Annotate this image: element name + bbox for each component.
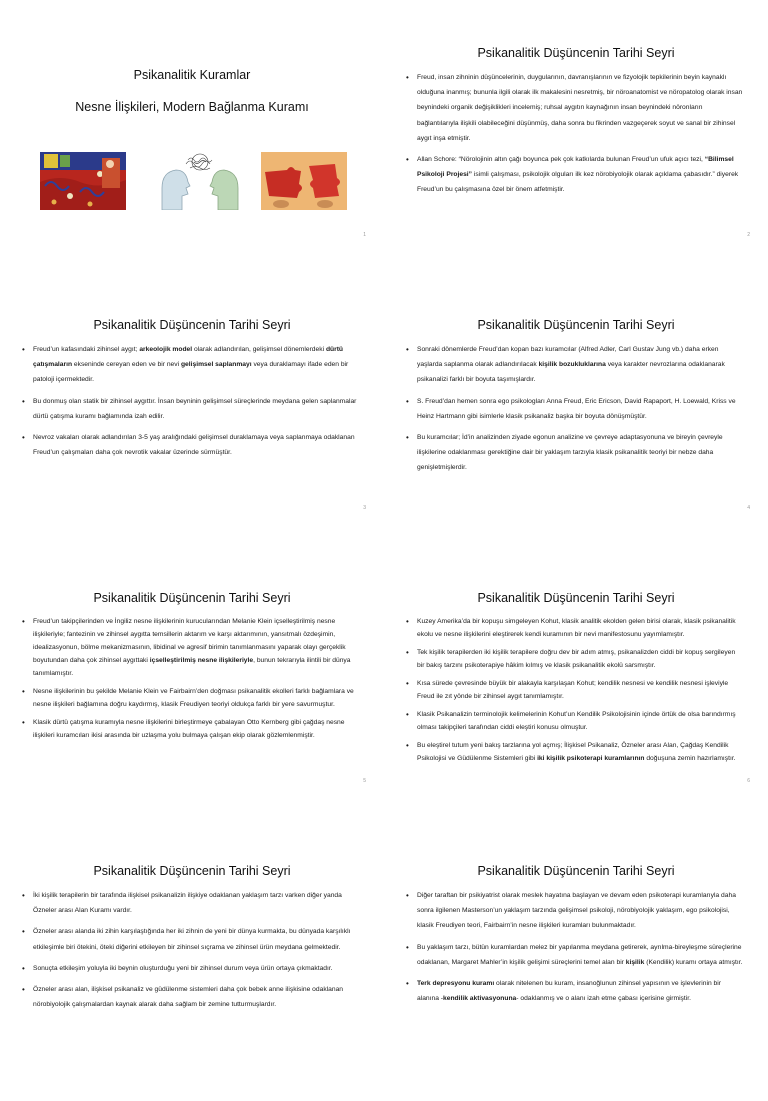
bullet-item: • Özneler arası alan, ilişkisel psikanaliz ve güdülenme sistemleri daha çok bebek anne ilişkisine odaklanan nörobiyolojik çalışmalardan kaynak alarak daha sağlam bir zemine tutturmuşlardır. xyxy=(20,982,360,1012)
slide-5 xyxy=(0,556,384,828)
bullet-item: • İki kişilik terapilerin bir tarafında ilişkisel psikanalizin ilişkiye odaklanan yaklaşım tarzı varken diğer yanda Özneler arası Alan Kuramı vardır. xyxy=(20,888,360,918)
bullet-item: • Bu yaklaşım tarzı, bütün kuramlardan melez bir yapılanma meydana getirerek, ayrılma-bireyleşme süreçlerine odaklanan, Margaret Mahler’in kişilik gelişimi süreçlerini temel alan bir kişilik (Kendilik) kuramı ortaya atmıştır. xyxy=(404,940,744,970)
bullet-item: • Tek kişilik terapilerden iki kişilik terapilere doğru dev bir adım atmış, psikanalizden ciddi bir kopuş sergileyen bir bakış tarzını psikoterapiye hâkim kılmış ve klasik psikanalitik ekolü sarsmıştır. xyxy=(404,646,744,672)
page-number: 2 xyxy=(747,232,750,238)
slide-title: Psikanalitik Düşüncenin Tarihi Seyri xyxy=(477,864,675,878)
slide-title: Psikanalitik Düşüncenin Tarihi Seyri xyxy=(477,591,675,605)
bullet-item: • Sonuçta etkileşim yoluyla iki beynin oluşturduğu yeni bir zihinsel durum veya ürün ortaya çıkmaktadır. xyxy=(20,961,360,976)
bullet-item: • Bu eleştirel tutum yeni bakış tarzlarına yol açmış; İlişkisel Psikanaliz, Özneler arası Alan, Çağdaş Kendilik Psikolojisi ve Güdülenme Sistemleri gibi iki kişilik psikoterapi kuramlarının doğuşuna zemin hazırlamıştır. xyxy=(404,739,744,765)
bullet-item: • Nevroz vakaları olarak adlandırılan 3-5 yaş aralığındaki gelişimsel duraklamaya veya saplanmaya odaklanan Freud’un çalışmaları daha çok nevrotik vakalar üzerinde sürmüştür. xyxy=(20,430,360,460)
bullet-list xyxy=(404,888,748,1006)
bullet-item: • Terk depresyonu kuramı olarak nitelenen bu kuram, insanoğlunun zihinsel yapısının ve işlevlerinin bir alanına -kendilik aktivasyonuna- odaklanmış ve o alanı izah etme çabası içerisine girmiştir. xyxy=(404,976,744,1006)
bullet-list xyxy=(404,342,748,476)
bullet-list xyxy=(404,615,748,765)
page-number: 1 xyxy=(363,232,366,238)
slide-4 xyxy=(384,283,768,555)
slide-2 xyxy=(384,10,768,282)
bullet-item: • Klasik Psikanalizin terminolojik kelimelerinin Kohut’un Kendilik Psikolojisinin içinde örtük de olsa barındırmış olması takipçileri tarafından ciddi eleştiri konusu olmuştur. xyxy=(404,708,744,734)
bullet-item: • Freud, insan zihninin düşüncelerinin, duygularının, davranışlarının ve fizyolojik tepkilerinin beyin kaynaklı olduğuna inanmış; bununla ilgili olarak ilk makalesini nesretmiş, bir nöroanatomist ve nöropatolog olarak insan beynindeki organik değişiklikleri incelemiş; ruhsal aygıtın kaynağının insan beynindeki nöronların bağlantılarıyla ilişkili olabileceğini düşünmüş, daha sonra bu fikrinden vazgeçerek soyut ve sanal bir zihinsel aygıt inşa etmiştir. xyxy=(404,70,744,146)
bullet-list xyxy=(20,888,364,1012)
bullet-item: • Freud’un takipçilerinden ve İngiliz nesne ilişkilerinin kurucularından Melanie Klein içselleştirilmiş nesne ilişkileriyle; fantezinin ve zihinsel aygıtta temsillerin aktarım ve karşı aktarımının, yansıtmalı özdeşimin, idealizasyonun, bölme mekanizmasının, libidinal ve agresif birimin tanımlanmasını yaparak olayı gerçeklik boyutundan daha çok zihinsel aygıttaki içselleştirilmiş nesne ilişkileriyle, bunun tekrarıyla ilintili bir dünya tanımlamıştır. xyxy=(20,615,360,680)
bullet-item: • Nesne ilişkilerinin bu şekilde Melanie Klein ve Fairbairn’den doğması psikanalitik ekolleri farklı bağlamlara ve nesne ilişkileri bağlamına doğru kaydırmış, klasik Freudiyen teoriyi oldukça farklı bir yere savurmuştur. xyxy=(20,685,360,711)
cover-title: Psikanalitik Kuramlar xyxy=(133,68,251,82)
bullet-item: • Bu donmuş olan statik bir zihinsel aygıttır. İnsan beyninin gelişimsel süreçlerinde meydana gelen saplanmalar dürtü çatışma kuramı bağlamında izah edilir. xyxy=(20,394,360,424)
slide-1 xyxy=(0,10,384,282)
cover-subtitle: Nesne İlişkileri, Modern Bağlanma Kuramı xyxy=(75,100,309,114)
painting-image xyxy=(40,152,126,210)
slide-title: Psikanalitik Düşüncenin Tarihi Seyri xyxy=(93,864,291,878)
slide-8 xyxy=(384,829,768,1101)
bullet-item: • Diğer taraftan bir psikiyatrist olarak meslek hayatına başlayan ve devam eden psikoterapi kuramlarıyla daha sonra ilgilenen Masterson’un yaklaşım tarzında gelişimsel psikoloji, nörobiyolojik yaklaşım, ego psikolojisi, klasik Freudiyen teori, Fairbairn’in nesne ilişkileri kuramları bulunmaktadır. xyxy=(404,888,744,934)
bullet-item: • Bu kuramcılar; İd’in analizinden ziyade egonun analizine ve çevreye adaptasyonuna ve bireyin çevreyle ilişkilerine odaklanması gerektiğine dair bir yaklaşım tarzıyla klasik psikanalitik teoriyi bir nebze daha genişletmişlerdir. xyxy=(404,430,744,476)
slide-title: Psikanalitik Düşüncenin Tarihi Seyri xyxy=(477,46,675,60)
image-row xyxy=(40,152,358,210)
bullet-item: • Allan Schore: “Nörolojinin altın çağı boyunca pek çok katkılarda bulunan Freud’un ufuk açıcı tezi, “Bilimsel Psikoloji Projesi” isimli çalışması, psikolojik olguları ilk kez nörobiyolojik olarak açıklama çabasıdır.” diyerek Freud’un bu çalışmasına özel bir önem atfetmiştir. xyxy=(404,152,744,198)
page-number: 5 xyxy=(363,778,366,784)
bullet-item: • Klasik dürtü çatışma kuramıyla nesne ilişkilerini birleştirmeye çabalayan Otto Kernberg gibi çağdaş nesne ilişkileri kuramcıları ikisi arasında bir uzlaşma yolu bulmaya çalışan ekip olarak gözlemlenmiştir. xyxy=(20,716,360,742)
slide-title: Psikanalitik Düşüncenin Tarihi Seyri xyxy=(93,591,291,605)
bullet-list xyxy=(20,615,364,742)
page-number: 3 xyxy=(363,505,366,511)
bullet-item: • Özneler arası alanda iki zihin karşılaştığında her iki zihnin de yeni bir dünya kurmakta, bu dünyada karşılıklı etkileşimle biri ötekini, öteki diğerini etkileyen bir zihinsel sıçrama ve zihinsel ürün meydana gelmektedir. xyxy=(20,924,360,954)
page-number: 4 xyxy=(747,505,750,511)
bullet-list xyxy=(20,342,364,460)
brains-image xyxy=(156,152,244,210)
slide-title: Psikanalitik Düşüncenin Tarihi Seyri xyxy=(477,318,675,332)
slide-title: Psikanalitik Düşüncenin Tarihi Seyri xyxy=(93,318,291,332)
bullet-item: • S. Freud’dan hemen sonra ego psikologları Anna Freud, Eric Ericson, David Rapaport, H. Loewald, Kriss ve Heinz Hartmann gibi isimlerle klasik psikanaliz başka bir boyuta dönüşmüştür. xyxy=(404,394,744,424)
page-number: 6 xyxy=(747,778,750,784)
slide-7 xyxy=(0,829,384,1101)
bullet-item: • Kısa sürede çevresinde büyük bir alakayla karşılaşan Kohut; kendilik nesnesi ve kendilik nesnesi işleviyle Freud ile zıt yönde bir zihinsel aygıt tanımlamıştır. xyxy=(404,677,744,703)
puzzle-image xyxy=(261,152,347,210)
slide-3 xyxy=(0,283,384,555)
bullet-list xyxy=(404,70,748,198)
bullet-item: • Freud’un kafasındaki zihinsel aygıt; arkeolojik model olarak adlandırılan, gelişimsel dönemlerdeki dürtü çatışmaların ekseninde cereyan eden ve bir nevi gelişimsel saplanmayı veya duraklamayı ifade eden bir patoloji içermektedir. xyxy=(20,342,360,388)
bullet-item: • Kuzey Amerika’da bir kopuşu simgeleyen Kohut, klasik analitik ekolden gelen birisi olarak, klasik psikanalitik ekolu ve nesne ilişkilerini eleştirerek kendi kuramının bir nevi manifestosunu yayımlamıştır. xyxy=(404,615,744,641)
slide-6 xyxy=(384,556,768,828)
bullet-item: • Sonraki dönemlerde Freud’dan kopan bazı kuramcılar (Alfred Adler, Carl Gustav Jung vb.) daha erken yaşlarda saplanma olarak adlandırılacak kişilik bozukluklarına veya karakter nevrozlarına odaklanarak psikanalizi farklı bir boyuta taşımışlardır. xyxy=(404,342,744,388)
